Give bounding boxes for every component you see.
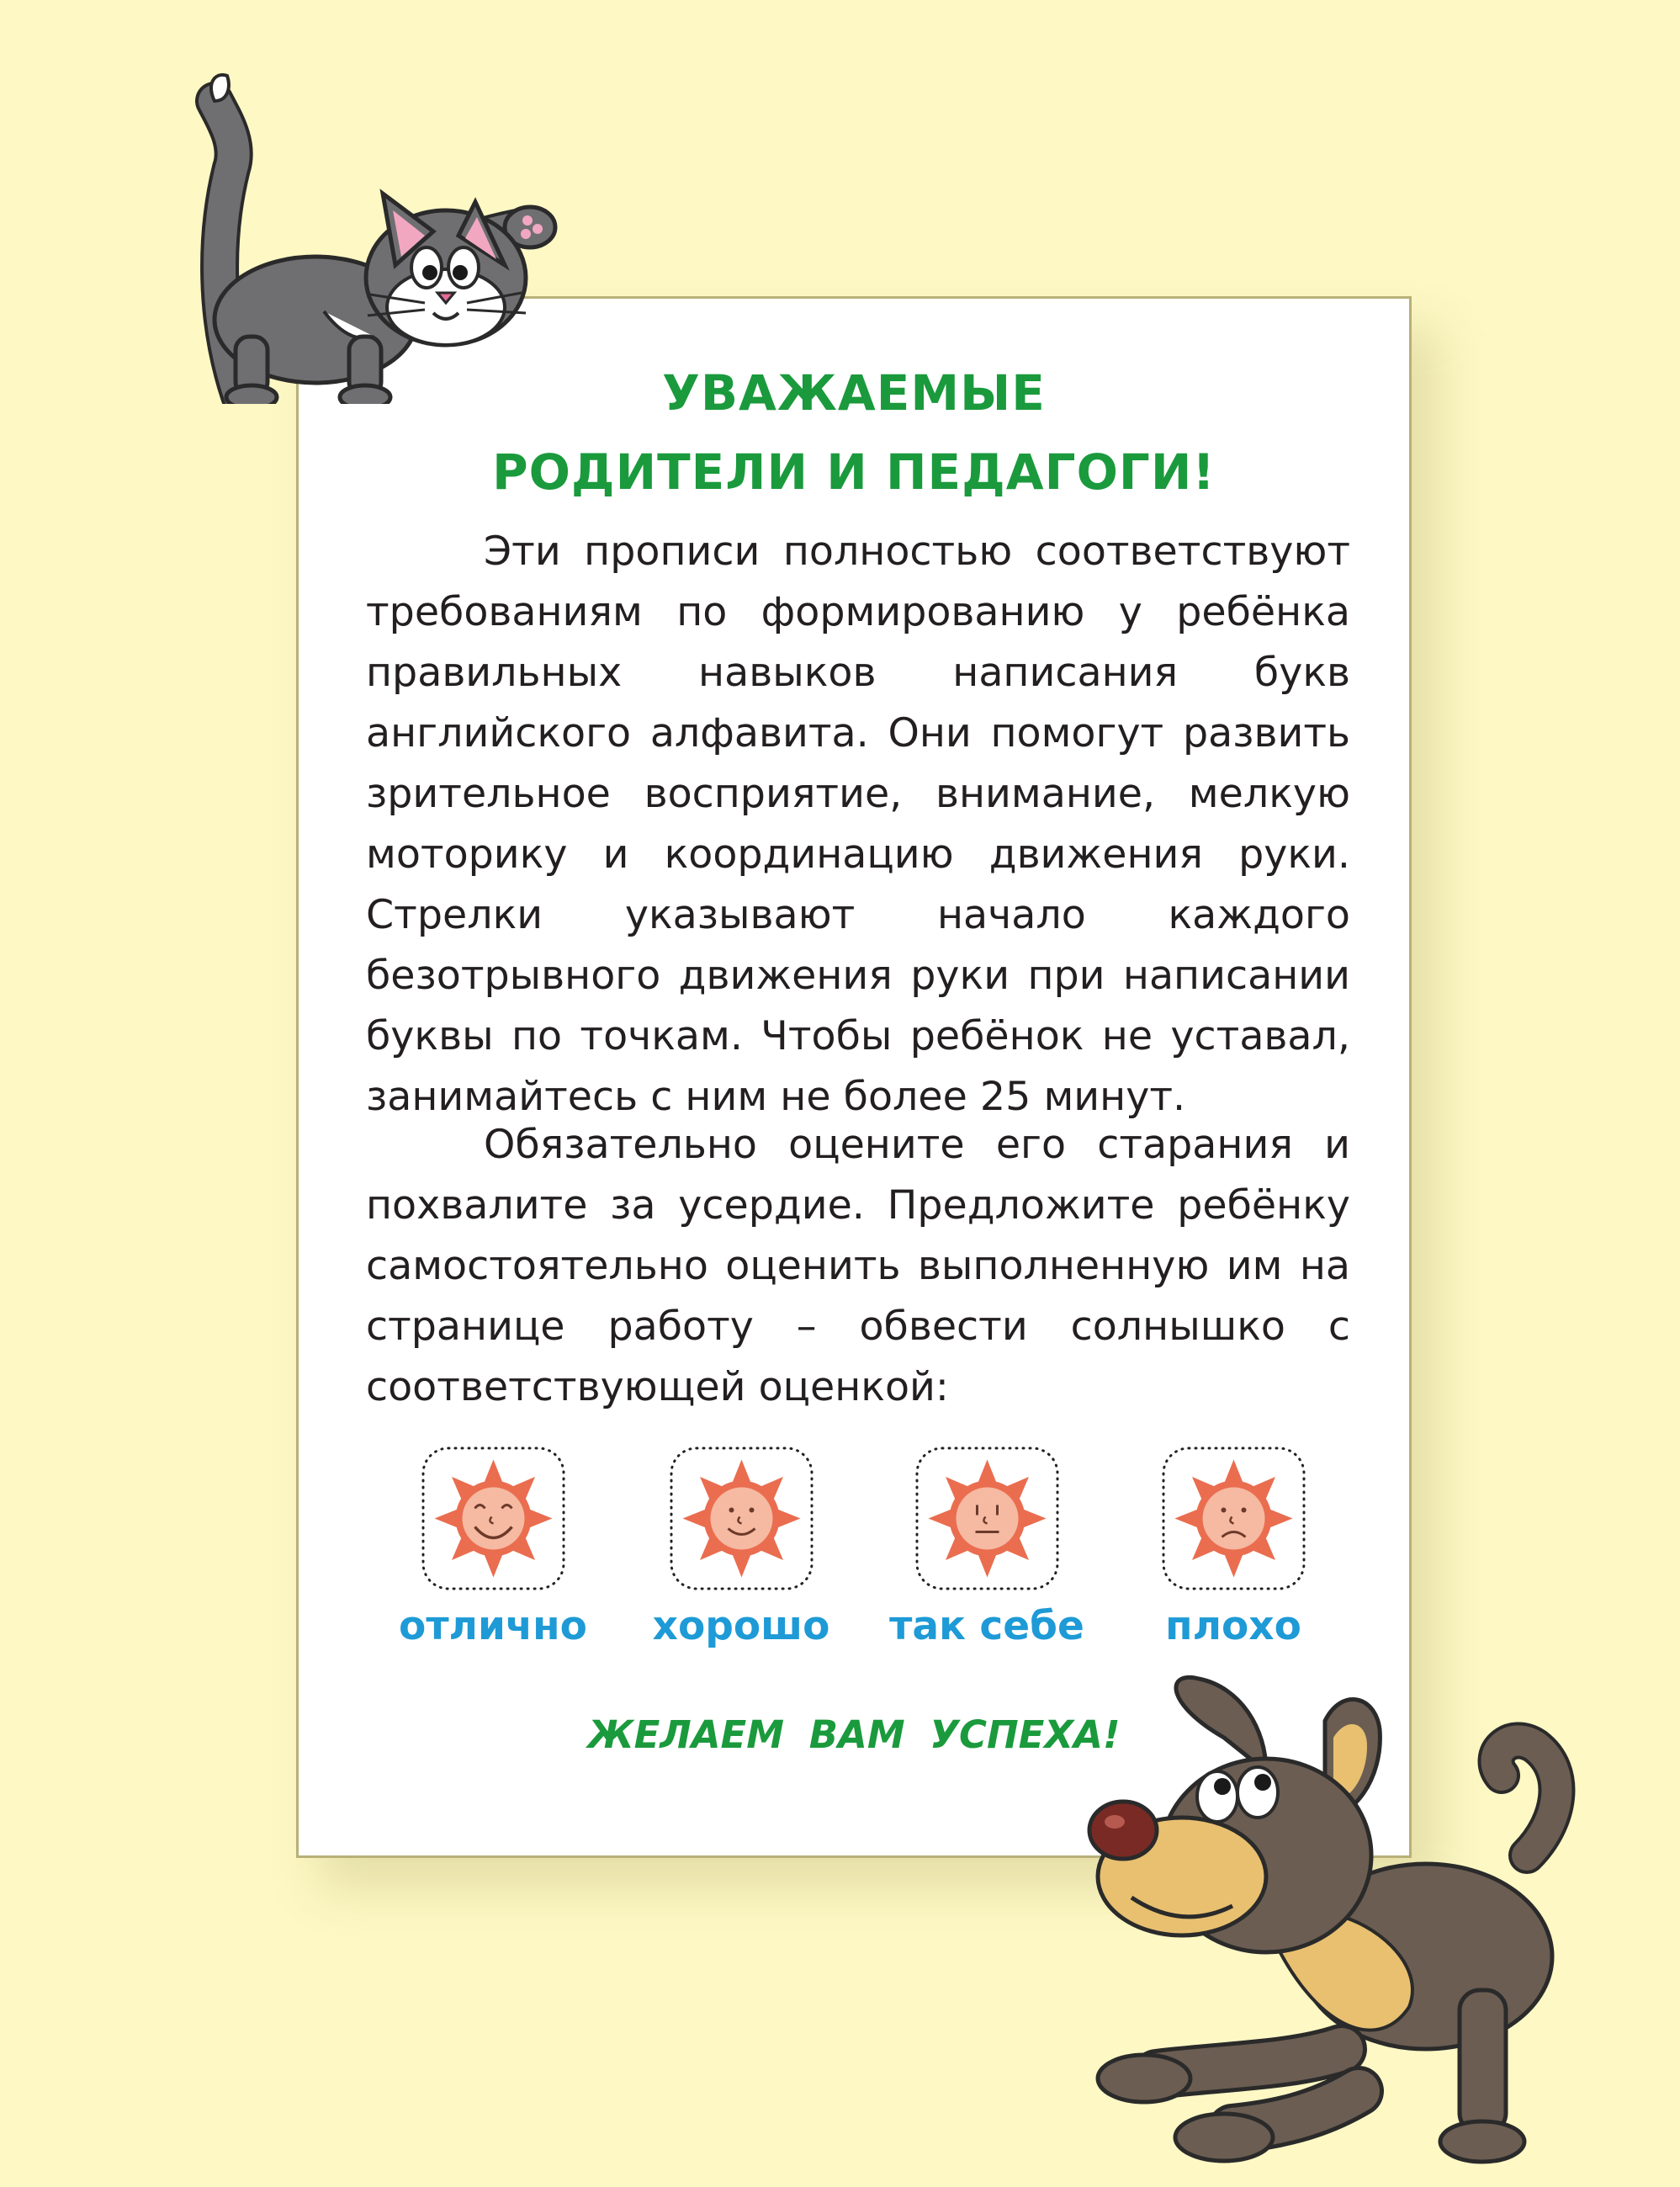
sun-neutral-icon[interactable] (914, 1446, 1060, 1591)
sun-smile-icon[interactable] (669, 1446, 814, 1591)
rating-label-bad: плохо (1165, 1603, 1301, 1649)
rating-label-good: хорошо (652, 1603, 830, 1649)
paragraph-instructions: Обязательно оцените его старания и похвалите за усердие. Предложите ребёнку самостоятельно оценить выполненную им на странице работу – обвести солнышко с соответствующей оценкой: (366, 1122, 1350, 1410)
sun-sad-icon[interactable] (1161, 1446, 1306, 1591)
title-line-1: УВАЖАЕМЫЕ (662, 364, 1046, 422)
rating-label-excellent: отлично (399, 1603, 587, 1649)
cat-illustration-icon (181, 67, 618, 404)
closing-wish: ЖЕЛАЕМ ВАМ УСПЕХА! (587, 1712, 1121, 1757)
letter-card (296, 296, 1412, 1858)
rating-label-so-so: так себе (889, 1603, 1084, 1649)
title-line-2: РОДИТЕЛИ И ПЕДАГОГИ! (492, 443, 1216, 501)
paragraph-intro: Эти прописи полностью соответствуют требованиям по формированию у ребёнка правильных навыков написания букв английского алфавита. Они помогут развить зрительное восприятие, внимание, мелкую моторику и координацию движения руки. Стрелки указывают начало каждого безотрывного движения руки при написании буквы по точкам. Чтобы ребёнок не уставал, занимайтесь с ним не более 25 минут. (366, 528, 1350, 1120)
sun-big-smile-icon[interactable] (421, 1446, 566, 1591)
dog-illustration-icon (1056, 1670, 1577, 2184)
